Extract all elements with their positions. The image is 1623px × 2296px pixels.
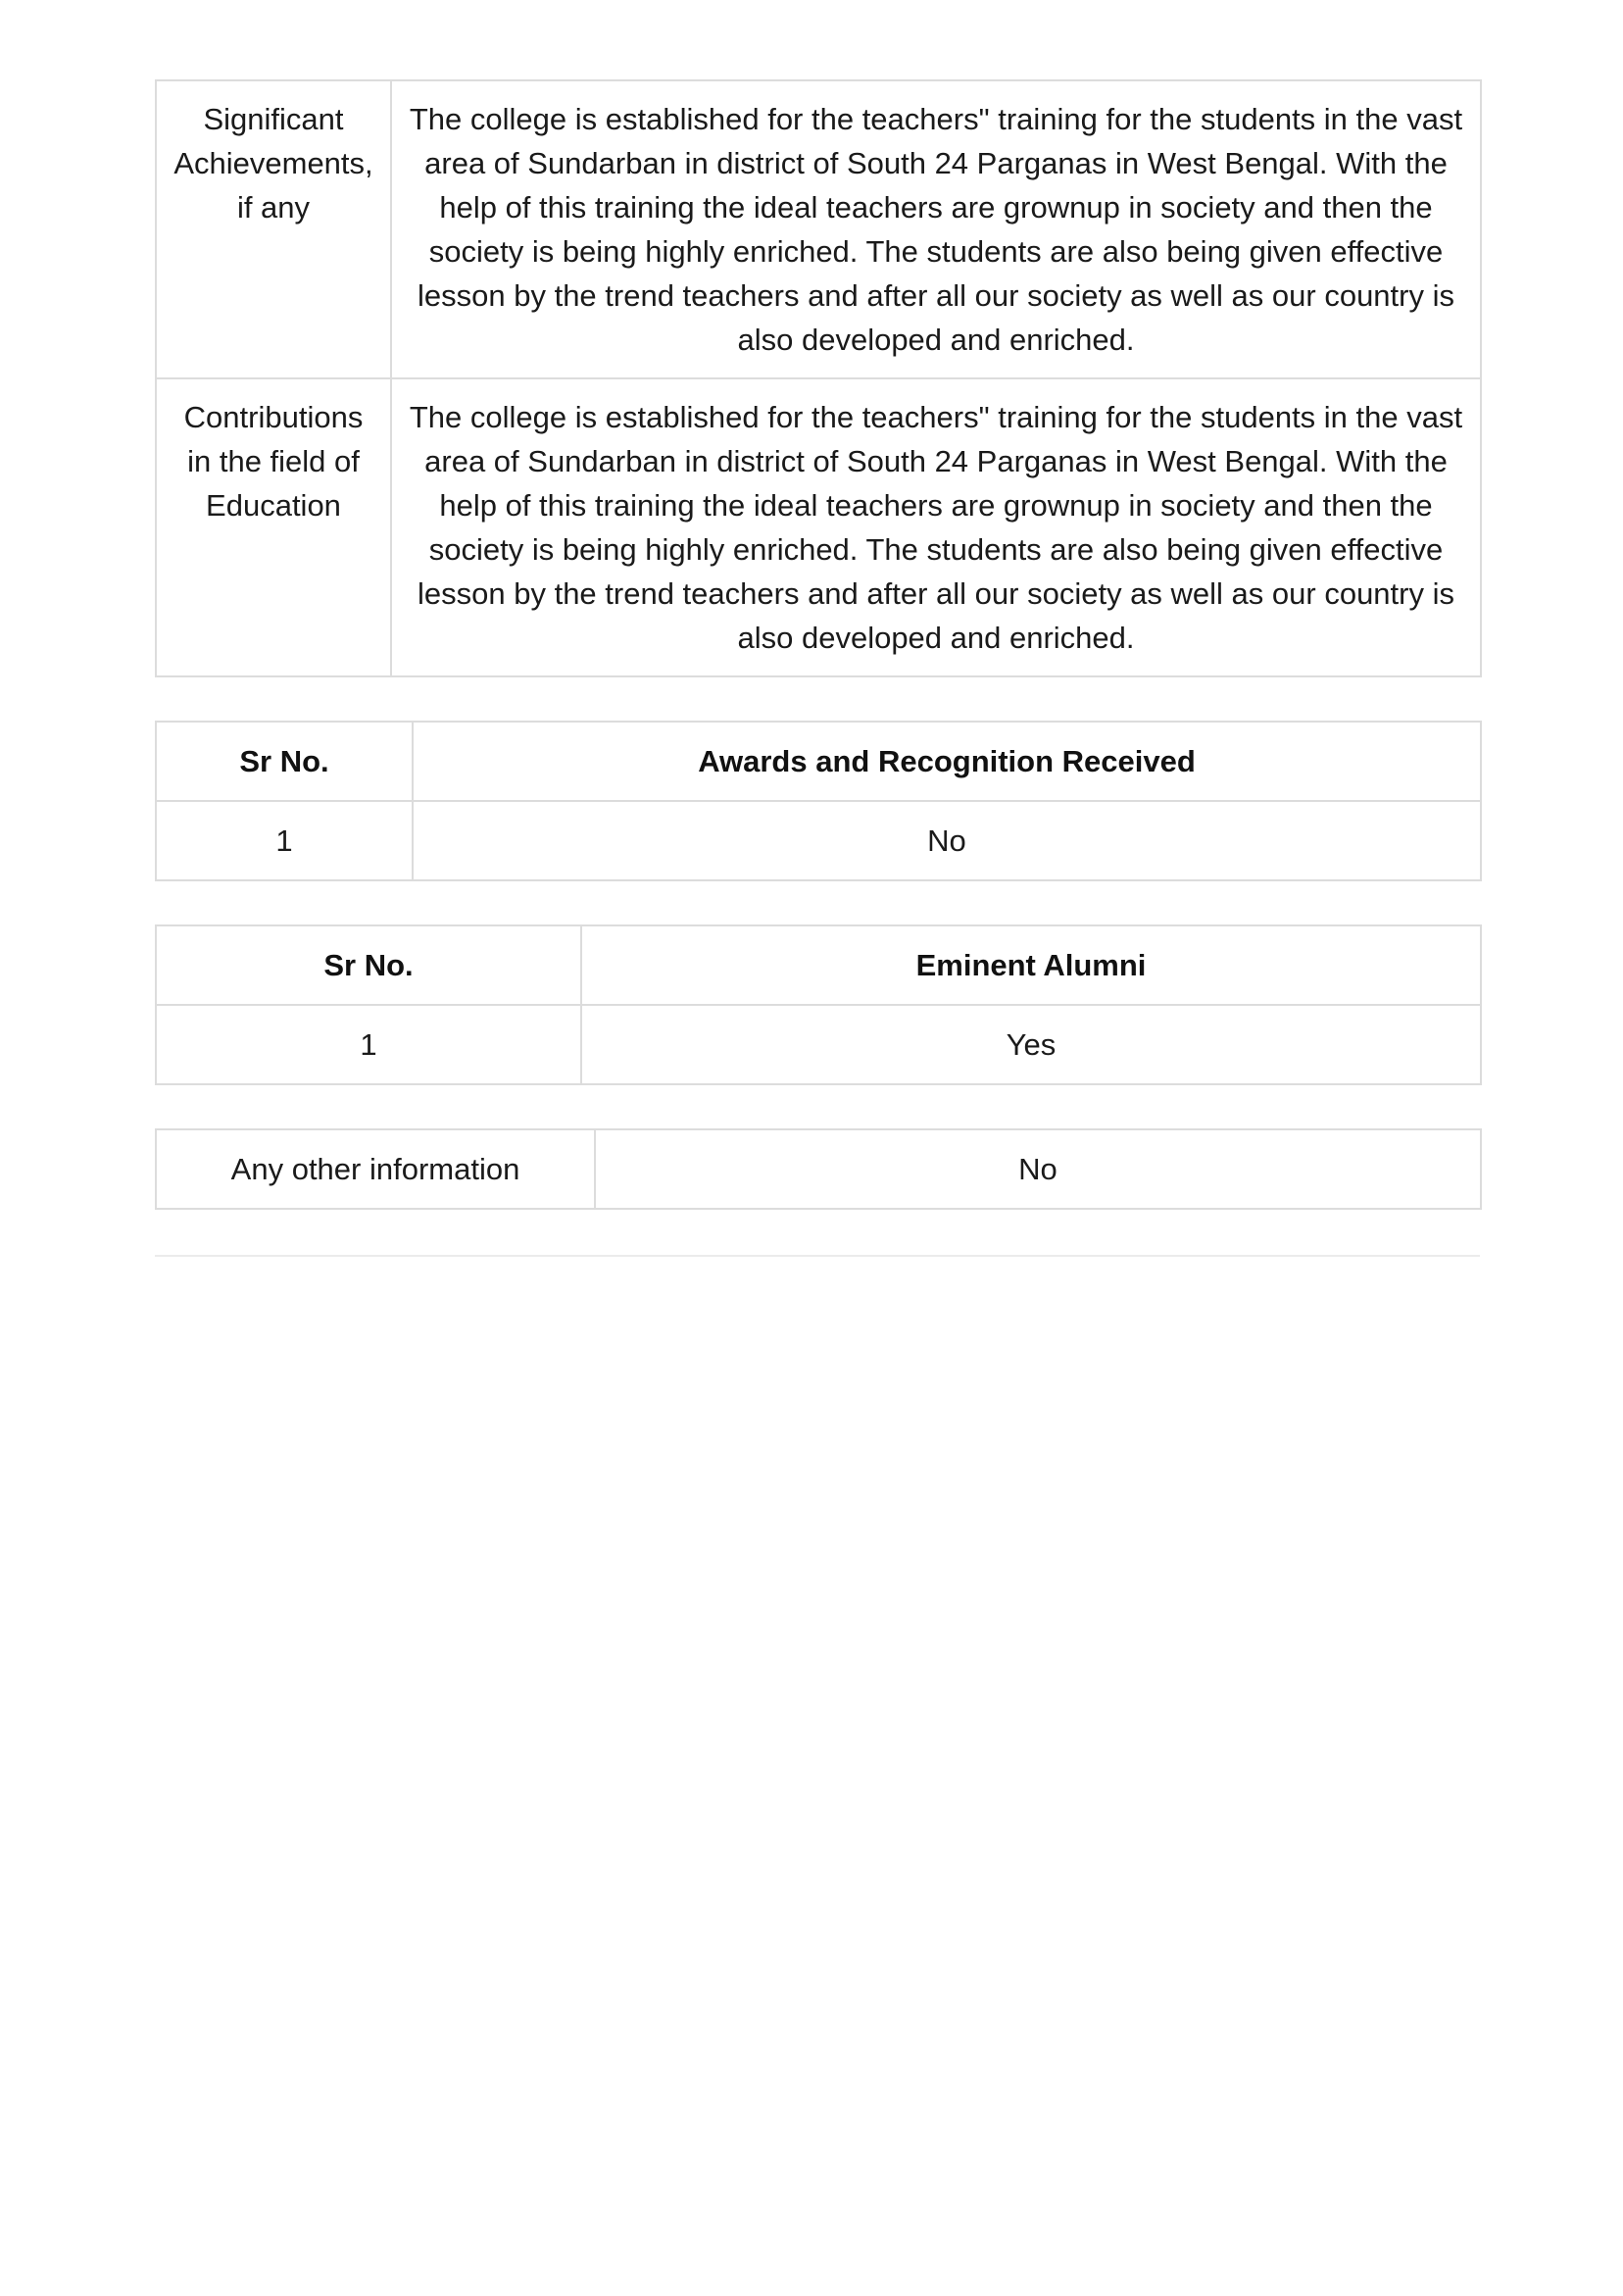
row-text-significant-achievements: The college is established for the teachers" training for the students in the vast area of Sundarban in district of South 24 Parganas in West Bengal. With the help of this training the ideal teachers are grownup in society and then the society is being highly enriched. The students are also being given effective lesson by the trend teachers and after all our society as well as our country is also developed and enriched. xyxy=(391,80,1481,378)
awards-header-main: Awards and Recognition Received xyxy=(413,722,1481,801)
table-header-row xyxy=(156,925,1481,1005)
alumni-header-sr: Sr No. xyxy=(156,925,581,1005)
awards-table xyxy=(155,721,1482,881)
other-info-label: Any other information xyxy=(156,1129,595,1209)
table-row xyxy=(156,80,1481,378)
table-row xyxy=(156,801,1481,880)
awards-header-sr: Sr No. xyxy=(156,722,413,801)
other-info-table xyxy=(155,1128,1482,1210)
alumni-cell-sr: 1 xyxy=(156,1005,581,1084)
table-row xyxy=(156,1005,1481,1084)
profile-table xyxy=(155,79,1482,677)
table-row xyxy=(156,1129,1481,1209)
awards-cell-value: No xyxy=(413,801,1481,880)
table-row xyxy=(156,378,1481,676)
table-header-row xyxy=(156,722,1481,801)
other-info-value: No xyxy=(595,1129,1481,1209)
section-divider xyxy=(155,1255,1480,1257)
document-page xyxy=(155,79,1480,1257)
alumni-cell-value: Yes xyxy=(581,1005,1481,1084)
alumni-header-main: Eminent Alumni xyxy=(581,925,1481,1005)
awards-cell-sr: 1 xyxy=(156,801,413,880)
row-text-contributions-education: The college is established for the teachers" training for the students in the vast area of Sundarban in district of South 24 Parganas in West Bengal. With the help of this training the ideal teachers are grownup in society and then the society is being highly enriched. The students are also being given effective lesson by the trend teachers and after all our society as well as our country is also developed and enriched. xyxy=(391,378,1481,676)
row-label-contributions-education: Contributions in the field of Education xyxy=(156,378,391,676)
alumni-table xyxy=(155,924,1482,1085)
row-label-significant-achievements: Significant Achievements, if any xyxy=(156,80,391,378)
